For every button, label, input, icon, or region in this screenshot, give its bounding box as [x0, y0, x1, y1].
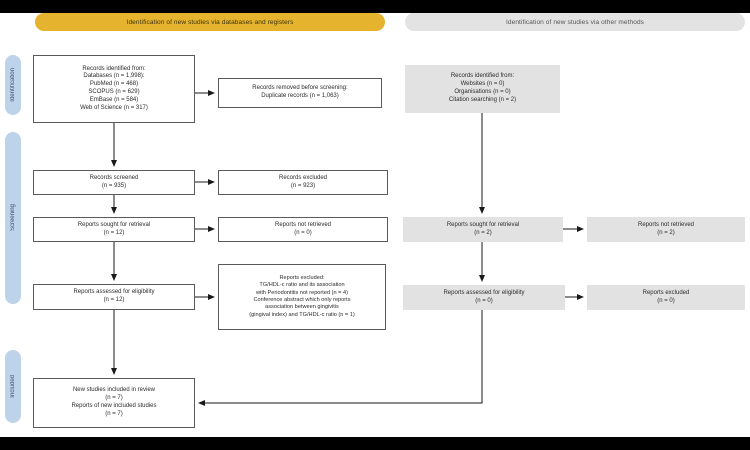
box-line: Reports excluded:	[279, 275, 325, 282]
box-reports-not-retrieved	[218, 217, 388, 242]
stage-bar-label: Screening	[10, 204, 16, 232]
box-line: Reports assessed for eligibility	[443, 289, 525, 296]
header-other-methods	[405, 13, 745, 31]
box-line: Reports not retrieved	[637, 221, 695, 228]
box-line: Conference abstract which only reports	[253, 297, 351, 303]
box-new-studies-included	[33, 378, 195, 428]
box-line: (n = 7)	[105, 410, 123, 417]
box-line: Records removed before screening:	[252, 85, 348, 92]
header-label: Identification of new studies via other methods	[505, 18, 645, 26]
box-line: (n = 12)	[103, 229, 125, 236]
box-reports-sought-retrieval	[33, 217, 195, 242]
box-line: Records identified from:	[450, 73, 515, 80]
box-line: Databases (n = 1,998):	[83, 73, 145, 80]
box-records-excluded	[218, 170, 388, 195]
box-records-identified-other	[405, 65, 560, 113]
box-reports-assessed-eligibility-other	[403, 285, 565, 310]
box-line: with Periodontitis not reported (n = 4)	[256, 289, 348, 296]
stage-bar-label: Included	[10, 375, 16, 398]
box-line: EmBase (n = 584)	[89, 96, 139, 103]
stage-bar-screening	[5, 132, 21, 304]
box-line: Websites (n = 0)	[460, 81, 505, 88]
box-line: Records screened	[89, 174, 139, 181]
box-line: (n = 2)	[474, 229, 492, 236]
header-databases-registers	[35, 13, 385, 31]
box-records-screened	[33, 170, 195, 195]
box-line: Organisations (n = 0)	[454, 89, 511, 95]
box-line: (n = 923)	[290, 182, 316, 189]
box-line: (n = 0)	[475, 297, 493, 304]
box-line: Citation searching (n = 2)	[448, 96, 517, 103]
box-line: (n = 0)	[294, 229, 312, 236]
box-line: Reports not retrieved	[274, 221, 332, 228]
box-line: Records identified from:	[82, 65, 146, 72]
header-label: Identification of new studies via databases and registers	[126, 18, 294, 26]
box-line: Duplicate records (n = 1,063)	[261, 93, 339, 99]
box-reports-excluded-other	[587, 285, 745, 310]
box-reports-not-retrieved-other	[587, 217, 745, 242]
box-line: (n = 935)	[101, 182, 127, 189]
stage-bar-label: Identification	[10, 68, 16, 102]
box-line: PubMed (n = 468)	[89, 81, 139, 88]
box-line: Reports sought for retrieval	[77, 221, 151, 228]
box-line: (n = 0)	[657, 297, 675, 304]
box-line: (n = 7)	[105, 395, 123, 402]
box-records-identified-databases	[33, 55, 195, 123]
box-line: New studies included in review	[72, 387, 156, 394]
box-line: Reports assessed for eligibility	[73, 289, 155, 296]
box-reports-excluded-reasons	[218, 264, 386, 330]
box-reports-sought-retrieval-other	[403, 217, 563, 242]
box-line: TG/HDL-c ratio and its association	[259, 282, 345, 289]
stage-bar-included	[5, 350, 21, 423]
stage-bar-identification	[5, 55, 21, 115]
box-line: association between gingivitis	[265, 304, 339, 311]
box-line: SCOPUS (n = 629)	[88, 89, 140, 95]
box-line: Web of Science (n = 317)	[80, 104, 148, 111]
box-line: (n = 2)	[657, 229, 675, 236]
box-records-removed-before-screening	[218, 78, 382, 108]
box-line: Reports excluded	[642, 289, 690, 296]
box-line: (gingival index) and TG/HDL-c ratio (n = 1)	[249, 311, 355, 318]
box-line: (n = 12)	[103, 297, 125, 303]
box-reports-assessed-eligibility	[33, 284, 195, 310]
box-line: Reports sought for retrieval	[446, 221, 520, 228]
box-line: Reports of new included studies	[71, 403, 157, 409]
box-line: Records excluded	[278, 174, 328, 181]
